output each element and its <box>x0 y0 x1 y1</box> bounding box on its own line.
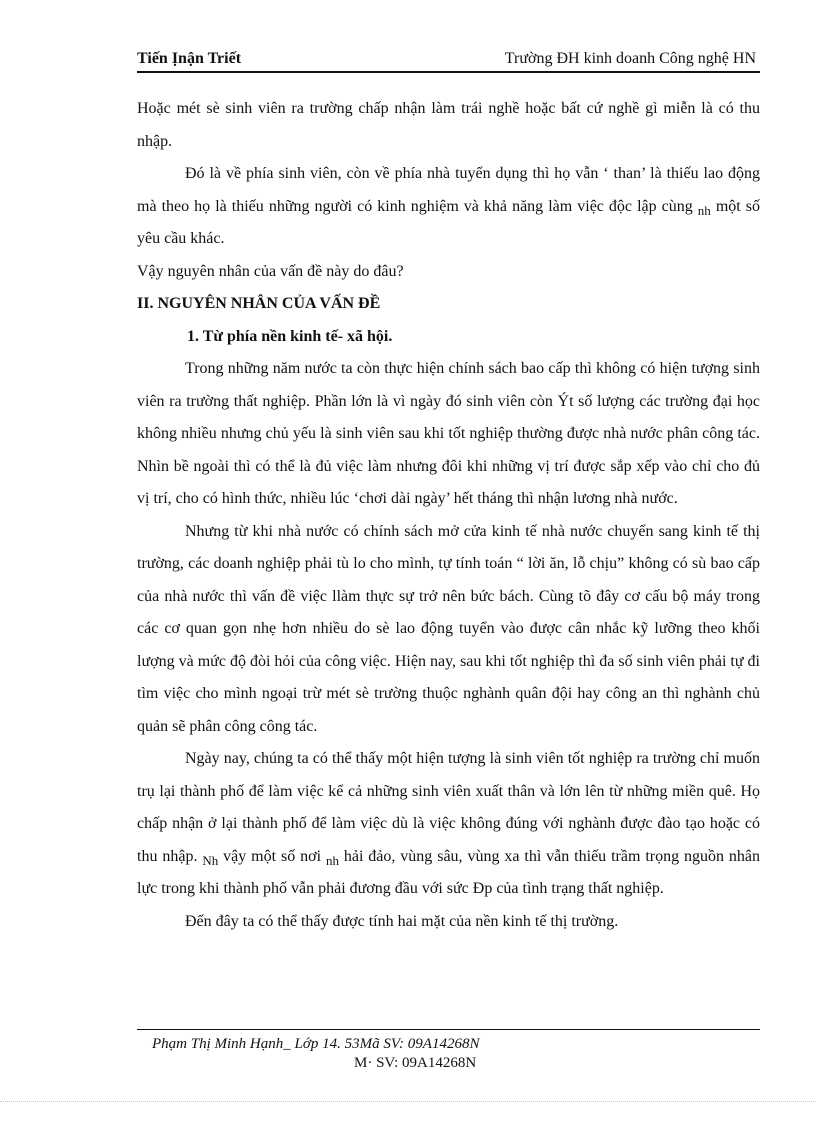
subsection-heading: 1. Từ phía nền kinh tế- xã hội. <box>187 327 393 345</box>
page-bottom-dotted-rule <box>0 1101 816 1102</box>
paragraph-9: Đến đây ta có thể thấy được tính hai mặt của nền kinh tế thị trường. <box>185 912 619 930</box>
header-school: Trường ĐH kinh doanh Công nghệ HN <box>504 50 756 67</box>
paragraph-7: Nhưng từ khi nhà nước có chính sách mở cửa kinh tế nhà nước chuyển sang kinh tế thị trường, các doanh nghiệp phải tù lo cho mình, tự tính toán “ lời ăn, lỗ chịu” không có sù bao cấp của nhà nước thì vấn đề việc llàm thực sự trở nên bức bách. Cùng tõ đây cơ cấu bộ máy trong các cơ quan gọn nhẹ hơn nhiều do sè lao động tuyển vào được cân nhắc kỹ lưỡng theo khối lượng và mức độ đòi hỏi của công việc. Hiện nay, sau khi tốt nghiệp thì đa số sinh viên phải tự đi tìm việc cho mình ngoại trừ mét sè trường thuộc nghành quân đội hay công an thì nghành chủ quản sẽ phân công công tác. <box>137 522 760 735</box>
header-author: Tiến Ịnận Triết <box>137 50 242 67</box>
paragraph-8: Ngày nay, chúng ta có thể thấy một hiện tượng là sinh viên tốt nghiệp ra trường chỉ muốn trụ lại thành phố để làm việc kể cả những sinh viên xuất thân và lớn lên từ những miền quê. Họ chấp nhận ở lại thành phố để làm việc dù là việc không đúng với nghành được đào tạo hoặc có thu nhập. $_{Nh}$ vậy một số nơi $_{nh}$ hải đảo, vùng sâu, vùng xa thì vẫn thiếu trầm trọng nguồn nhân lực trong khi thành phố vẫn phải đương đầu với sức Ðp của tình trạng thất nghiệp. <box>137 750 761 897</box>
page-header <box>137 50 760 72</box>
header-rule <box>137 71 760 73</box>
paragraph-2: Đó là về phía sinh viên, còn về phía nhà tuyển dụng thì họ vẫn ‘ than’ là thiếu lao động mà theo họ là thiếu những người có kinh nghiệm và khả năng làm việc độc lập cùng $_{nh}$ một số yêu cầu khác. <box>137 165 760 247</box>
paragraph-3: Vậy nguyên nhân của vấn đề này do đâu? <box>137 262 404 280</box>
section-heading: II. NGUYÊN NHÂN CỦA VẤN ĐỀ <box>137 295 381 312</box>
paragraph-6: Trong những năm nước ta còn thực hiện chính sách bao cấp thì không có hiện tượng sinh viên ra trường thất nghiệp. Phần lớn là vì ngày đó sinh viên còn Ýt số lượng các trường đại học không nhiều nhưng chủ yếu là sinh viên sau khi tốt nghiệp thường được nhà nước phân công tác. Nhìn bề ngoài thì có thể là đủ việc làm nhưng đôi khi những vị trí được sắp xếp vào chỉ cho đủ vị trí, cho có hình thức, nhiều lúc ‘chơi dài ngày’ hết tháng thì nhận lương nhà nước. <box>137 360 760 507</box>
footer-line-1: Phạm Thị Minh Hạnh_ Lớp 14. 53Mã SV: 09A14268N <box>152 1036 480 1052</box>
document-body <box>137 93 760 938</box>
paragraph-1: Hoặc mét sè sinh viên ra trường chấp nhận làm trái nghề hoặc bất cứ nghề gì miễn là có thu nhập. <box>137 100 760 150</box>
footer-rule <box>137 1029 760 1030</box>
footer-line-2: M· SV: 09A14268N <box>354 1055 477 1071</box>
